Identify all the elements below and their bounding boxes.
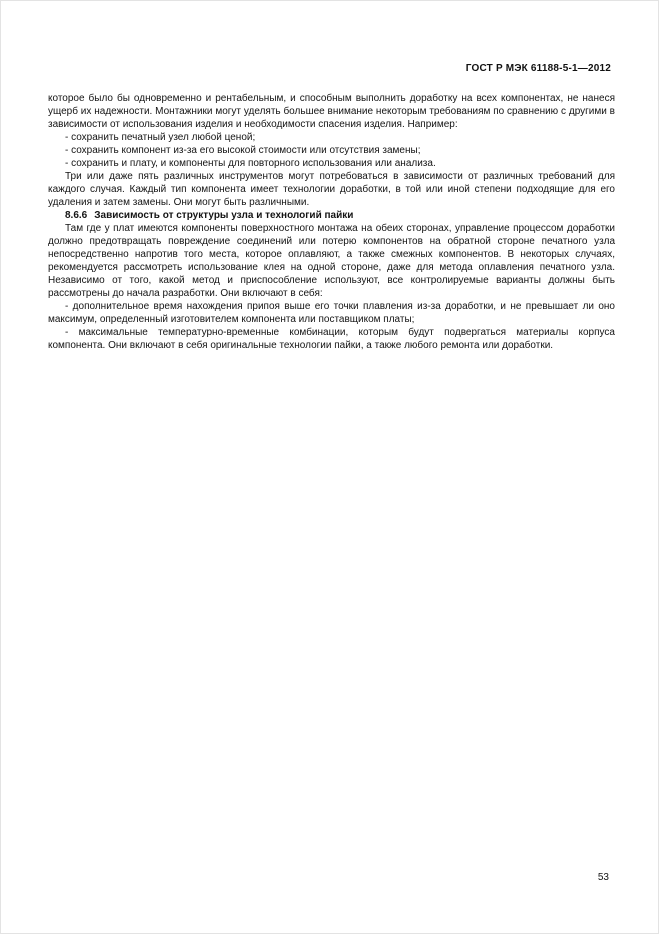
section-number: 8.6.6: [65, 210, 88, 221]
list-item: - сохранить компонент из-за его высокой стоимости или отсутствия замены;: [65, 145, 421, 156]
section-title: Зависимость от структуры узла и технологий пайки: [94, 210, 354, 221]
paragraph: которое было бы одновременно и рентабельным, и способным выполнить доработку на всех компонентах, не нанеся ущерб их надежности. Монтажники могут уделять большее внимание некоторым требованиям по сравнению с другими в зависимости от использования изделия и необходимости спасения изделия. Например:: [48, 93, 615, 130]
paragraph: Там где у плат имеются компоненты поверхностного монтажа на обеих сторонах, управление процессом доработки должно предотвращать повреждение соединений или потерю компонентов на обратной стороне печатного узла непосредственно напротив того места, которое оплавляют, а также смежных компонентов. В некоторых случаях, рекомендуется рассмотреть использование клея на одной стороне, даже для метода оплавления печатного узла. Независимо от того, какой метод и приспособление используют, все контролируемые варианты должны быть рассмотрены до начала разработки. Они включают в себя:: [48, 223, 615, 299]
list-item: - максимальные температурно-временные комбинации, которым будут подвергаться материалы корпуса компонента. Они включают в себя оригинальные технологии пайки, а также любого ремонта или доработки.: [48, 327, 615, 351]
list-item: - сохранить печатный узел любой ценой;: [65, 132, 256, 143]
list-item: - сохранить и плату, и компоненты для повторного использования или анализа.: [65, 158, 436, 169]
list-item: - дополнительное время нахождения припоя выше его точки плавления из-за доработки, и не превышает ли оно максимум, определенный изготовителем компонента или поставщиком платы;: [48, 301, 615, 325]
document-number: ГОСТ Р МЭК 61188-5-1—2012: [465, 63, 611, 74]
paragraph: Три или даже пять различных инструментов могут потребоваться в зависимости от различных требований для каждого случая. Каждый тип компонента имеет технологии доработки, в той или иной степени подходящие для его удаления и затем замены. Они могут быть различными.: [48, 171, 615, 208]
document-body: [48, 92, 615, 352]
page-number: 53: [597, 872, 609, 883]
section-heading: [48, 209, 615, 222]
